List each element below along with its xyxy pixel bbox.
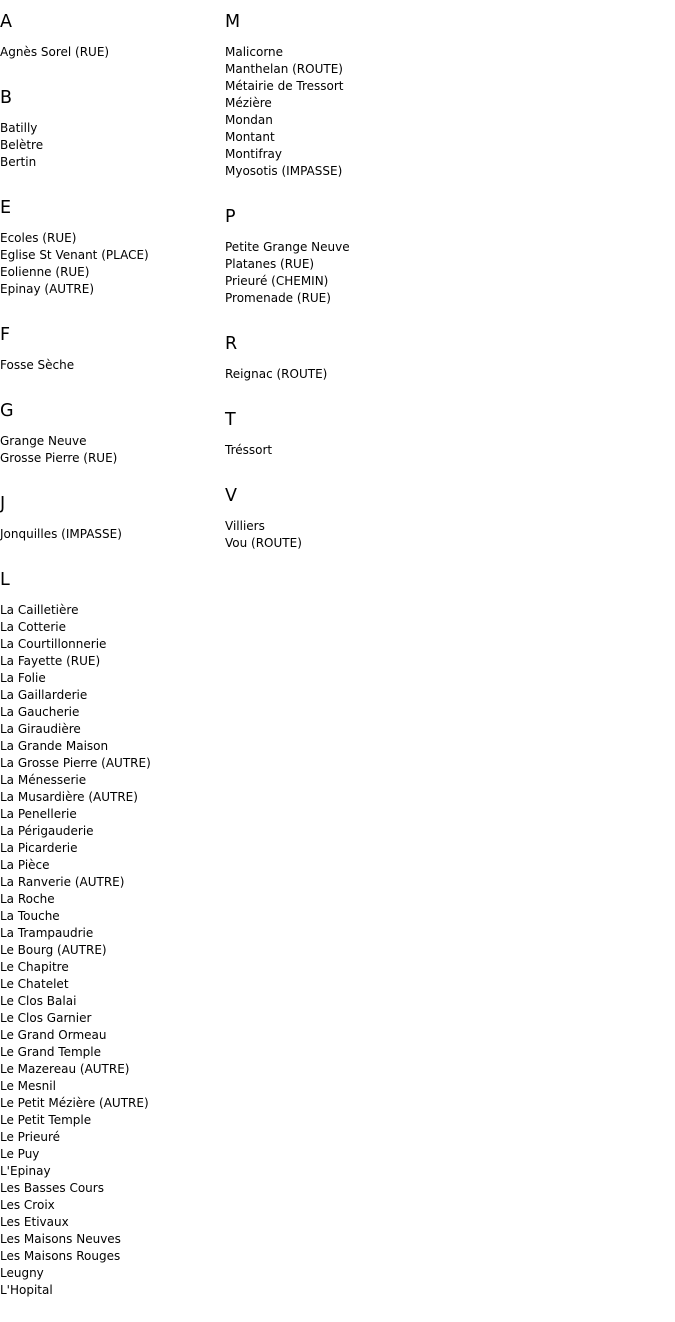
street-item: La Cotterie <box>0 620 67 634</box>
street-item: Batilly <box>0 121 38 135</box>
letter-group <box>225 330 525 383</box>
street-item: La Trampaudrie <box>0 926 94 940</box>
street-item: Agnès Sorel (RUE) <box>0 45 110 59</box>
street-list <box>0 230 225 298</box>
street-item: La Gaillarderie <box>0 688 88 702</box>
street-list <box>225 518 525 552</box>
street-item: Les Maisons Neuves <box>0 1232 121 1246</box>
letter-heading: V <box>225 486 237 506</box>
index-column-left <box>0 8 225 1322</box>
street-item: La Gaucherie <box>0 705 80 719</box>
street-item: La Ménesserie <box>0 773 87 787</box>
letter-heading: B <box>0 88 13 108</box>
letter-group <box>0 8 225 61</box>
street-item: Villiers <box>225 519 265 533</box>
street-item: Le Clos Garnier <box>0 1011 92 1025</box>
street-item: Manthelan (ROUTE) <box>225 62 343 76</box>
street-item: Les Basses Cours <box>0 1181 104 1195</box>
street-item: Les Croix <box>0 1198 55 1212</box>
street-list <box>0 526 225 543</box>
street-item: Les Etivaux <box>0 1215 69 1229</box>
street-item: Prieuré (CHEMIN) <box>225 274 329 288</box>
street-item: Montant <box>225 130 275 144</box>
street-item: Petite Grange Neuve <box>225 240 350 254</box>
street-item: Le Petit Mézière (AUTRE) <box>0 1096 149 1110</box>
street-item: Leugny <box>0 1266 44 1280</box>
street-item: Grange Neuve <box>0 434 87 448</box>
street-item: Le Chatelet <box>0 977 69 991</box>
street-item: Le Petit Temple <box>0 1113 92 1127</box>
letter-group <box>225 8 525 180</box>
letter-group <box>0 321 225 374</box>
street-item: Malicorne <box>225 45 284 59</box>
street-item: La Musardière (AUTRE) <box>0 790 138 804</box>
street-item: Les Maisons Rouges <box>0 1249 121 1263</box>
letter-heading: P <box>225 207 236 227</box>
street-item: Belètre <box>0 138 44 152</box>
street-item: Reignac (ROUTE) <box>225 367 328 381</box>
street-item: La Périgauderie <box>0 824 94 838</box>
street-item: La Penellerie <box>0 807 77 821</box>
street-item: Platanes (RUE) <box>225 257 315 271</box>
letter-heading: J <box>0 494 6 514</box>
street-list <box>225 239 525 307</box>
street-list <box>0 120 225 171</box>
street-item: Jonquilles (IMPASSE) <box>0 527 122 541</box>
letter-group <box>225 406 525 459</box>
street-item: Le Chapitre <box>0 960 69 974</box>
letter-heading: R <box>225 334 238 354</box>
letter-heading: A <box>0 12 12 32</box>
street-item: Eglise St Venant (PLACE) <box>0 248 149 262</box>
street-list <box>225 442 525 459</box>
letter-group <box>225 203 525 307</box>
street-item: Vou (ROUTE) <box>225 536 302 550</box>
letter-group <box>0 84 225 171</box>
street-list <box>225 366 525 383</box>
street-item: La Grande Maison <box>0 739 109 753</box>
letter-heading: L <box>0 570 10 590</box>
street-item: Le Grand Ormeau <box>0 1028 107 1042</box>
street-item: Le Clos Balai <box>0 994 77 1008</box>
street-item: La Fayette (RUE) <box>0 654 101 668</box>
street-item: La Giraudière <box>0 722 81 736</box>
street-item: Le Grand Temple <box>0 1045 101 1059</box>
street-list <box>0 357 225 374</box>
street-item: Le Mesnil <box>0 1079 56 1093</box>
street-item: L'Epinay <box>0 1164 51 1178</box>
street-item: Le Bourg (AUTRE) <box>0 943 107 957</box>
index-column-right <box>225 8 525 575</box>
letter-heading: T <box>225 410 236 430</box>
street-item: Ecoles (RUE) <box>0 231 77 245</box>
street-list <box>225 44 525 180</box>
street-list <box>0 433 225 467</box>
street-item: Le Prieuré <box>0 1130 61 1144</box>
street-item: Métairie de Tressort <box>225 79 344 93</box>
street-item: Grosse Pierre (RUE) <box>0 451 118 465</box>
street-item: Tréssort <box>225 443 273 457</box>
letter-group <box>0 490 225 543</box>
letter-group <box>225 482 525 552</box>
street-list <box>0 602 225 1299</box>
street-item: Epinay (AUTRE) <box>0 282 95 296</box>
street-item: Eolienne (RUE) <box>0 265 90 279</box>
street-item: La Cailletière <box>0 603 79 617</box>
street-item: Montifray <box>225 147 282 161</box>
street-item: Fosse Sèche <box>0 358 75 372</box>
street-item: Promenade (RUE) <box>225 291 331 305</box>
street-item: Mézière <box>225 96 272 110</box>
letter-heading: E <box>0 198 12 218</box>
letter-group <box>0 194 225 298</box>
street-item: Le Mazereau (AUTRE) <box>0 1062 130 1076</box>
street-item: La Ranverie (AUTRE) <box>0 875 125 889</box>
street-item: La Courtillonnerie <box>0 637 107 651</box>
letter-heading: M <box>225 12 241 32</box>
street-item: La Roche <box>0 892 55 906</box>
street-item: Mondan <box>225 113 273 127</box>
letter-group <box>0 566 225 1299</box>
letter-group <box>0 397 225 467</box>
street-list <box>0 44 225 61</box>
street-item: Le Puy <box>0 1147 40 1161</box>
street-item: Bertin <box>0 155 37 169</box>
street-item: La Pièce <box>0 858 50 872</box>
letter-heading: F <box>0 325 11 345</box>
street-item: La Touche <box>0 909 60 923</box>
street-item: L'Hopital <box>0 1283 53 1297</box>
street-item: Myosotis (IMPASSE) <box>225 164 343 178</box>
street-item: La Grosse Pierre (AUTRE) <box>0 756 151 770</box>
letter-heading: G <box>0 401 14 421</box>
street-item: La Folie <box>0 671 46 685</box>
street-item: La Picarderie <box>0 841 78 855</box>
